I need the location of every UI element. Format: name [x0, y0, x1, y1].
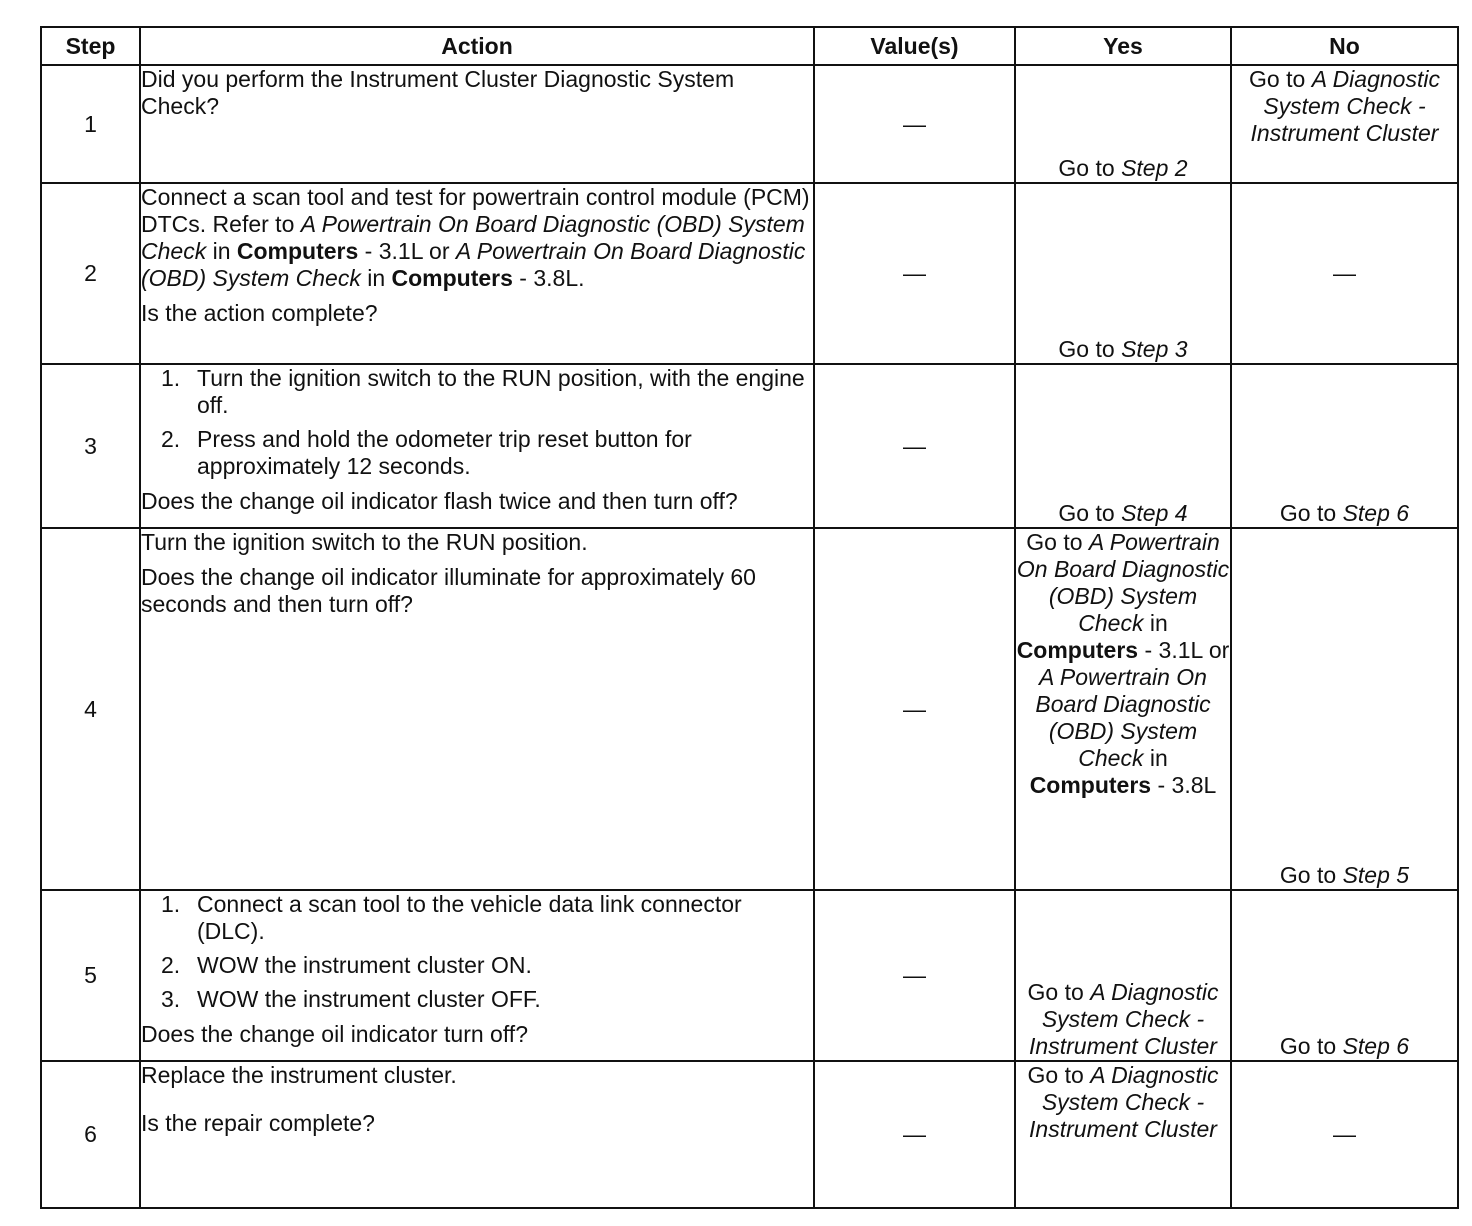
- manual-ref: Computers: [391, 265, 513, 291]
- step-number: 4: [41, 528, 140, 890]
- list-item: 1. Turn the ignition switch to the RUN position, with the engine off.: [161, 365, 805, 418]
- header-no: No: [1231, 27, 1458, 65]
- action-cell: [140, 890, 814, 1061]
- no-cell: [1231, 65, 1458, 183]
- action-cell: [140, 183, 814, 364]
- procedure-ref: A Powertrain On Board Diagnostic (OBD) System Check: [141, 238, 806, 291]
- action-text: Replace the instrument cluster.: [141, 1062, 457, 1088]
- action-cell: [140, 1061, 814, 1208]
- action-question: Is the action complete?: [141, 300, 378, 326]
- step-number: 5: [41, 890, 140, 1061]
- values-cell: —: [814, 183, 1015, 364]
- values-cell: —: [814, 364, 1015, 528]
- yes-cell: Go to A Diagnostic System Check - Instrument Cluster: [1015, 890, 1231, 1061]
- values-cell: —: [814, 65, 1015, 183]
- procedure-ref: A Diagnostic System Check - Instrument Cluster: [1029, 1062, 1219, 1142]
- manual-ref: Computers: [1029, 772, 1152, 798]
- no-cell: Go to Step 6: [1231, 890, 1458, 1061]
- manual-ref: Computers: [1016, 637, 1139, 663]
- procedure-ref: A Diagnostic System Check - Instrument Cluster: [1250, 66, 1440, 146]
- procedure-ref: A Powertrain On Board Diagnostic (OBD) System Check: [141, 211, 805, 264]
- no-cell: Go to Step 5: [1231, 528, 1458, 890]
- list-item: 1. Connect a scan tool to the vehicle data link connector (DLC).: [161, 891, 742, 944]
- action-question: Does the change oil indicator flash twice and then turn off?: [141, 488, 738, 514]
- action-list: [141, 891, 813, 1013]
- yes-cell: Go to A Diagnostic System Check - Instrument Cluster: [1015, 1061, 1231, 1208]
- table-row: [41, 183, 1458, 364]
- step-ref: Step 5: [1342, 862, 1410, 888]
- header-row: [41, 27, 1458, 65]
- yes-cell: Go to Step 4: [1015, 364, 1231, 528]
- values-cell: —: [814, 1061, 1015, 1208]
- step-number: 1: [41, 65, 140, 183]
- step-ref: Step 6: [1342, 1033, 1410, 1059]
- action-text: Turn the ignition switch to the RUN position.: [141, 529, 588, 555]
- manual-ref: Computers: [236, 238, 359, 264]
- diagnostic-table: [40, 26, 1459, 1209]
- values-cell: —: [814, 528, 1015, 890]
- header-step: Step: [41, 27, 140, 65]
- no-cell: Go to Step 6: [1231, 364, 1458, 528]
- procedure-ref: A Powertrain On Board Diagnostic (OBD) System Check: [1016, 529, 1230, 636]
- action-text: Connect a scan tool and test for powertrain control module (PCM) DTCs. Refer to A Powertrain On Board Diagnostic (OBD) System Check in Computers - 3.1L or A Powertrain On Board Diagnostic (OBD) System Check in Computers - 3.8L.: [141, 184, 810, 291]
- header-yes: Yes: [1015, 27, 1231, 65]
- list-item: 2. WOW the instrument cluster ON.: [161, 952, 532, 978]
- step-ref: Step 4: [1121, 500, 1188, 526]
- table-row: [41, 65, 1458, 183]
- step-number: 2: [41, 183, 140, 364]
- action-cell: [140, 528, 814, 890]
- header-action: Action: [140, 27, 814, 65]
- action-question: Does the change oil indicator turn off?: [141, 1021, 528, 1047]
- action-cell: [140, 65, 814, 183]
- header-values: Value(s): [814, 27, 1015, 65]
- action-question: Is the repair complete?: [141, 1110, 375, 1136]
- table-row: [41, 364, 1458, 528]
- yes-cell: [1015, 65, 1231, 183]
- table-row: [41, 890, 1458, 1061]
- step-ref: Step 2: [1121, 155, 1188, 181]
- action-list: [141, 365, 813, 480]
- no-cell: —: [1231, 1061, 1458, 1208]
- list-item: 2. Press and hold the odometer trip reset button for approximately 12 seconds.: [161, 426, 692, 479]
- step-number: 6: [41, 1061, 140, 1208]
- go-to-text: Go to: [1058, 155, 1122, 181]
- step-ref: Step 3: [1121, 336, 1188, 362]
- action-text: Did you perform the Instrument Cluster Diagnostic System Check?: [141, 66, 735, 119]
- values-cell: —: [814, 890, 1015, 1061]
- procedure-ref: A Powertrain On Board Diagnostic (OBD) System Check: [1035, 664, 1211, 771]
- go-to-text: Go to: [1249, 66, 1312, 92]
- action-cell: [140, 364, 814, 528]
- yes-cell: Go to A Powertrain On Board Diagnostic (OBD) System Check in Computers - 3.1L or A Powertrain On Board Diagnostic (OBD) System Check in Computers - 3.8L: [1015, 528, 1231, 890]
- table-row: [41, 528, 1458, 890]
- yes-cell: Go to Step 3: [1015, 183, 1231, 364]
- step-ref: Step 6: [1342, 500, 1410, 526]
- table-row: [41, 1061, 1458, 1208]
- action-question: Does the change oil indicator illuminate for approximately 60 seconds and then turn off?: [141, 564, 756, 617]
- procedure-ref: A Diagnostic System Check - Instrument Cluster: [1029, 979, 1219, 1059]
- step-number: 3: [41, 364, 140, 528]
- no-cell: —: [1231, 183, 1458, 364]
- list-item: 3. WOW the instrument cluster OFF.: [161, 986, 541, 1012]
